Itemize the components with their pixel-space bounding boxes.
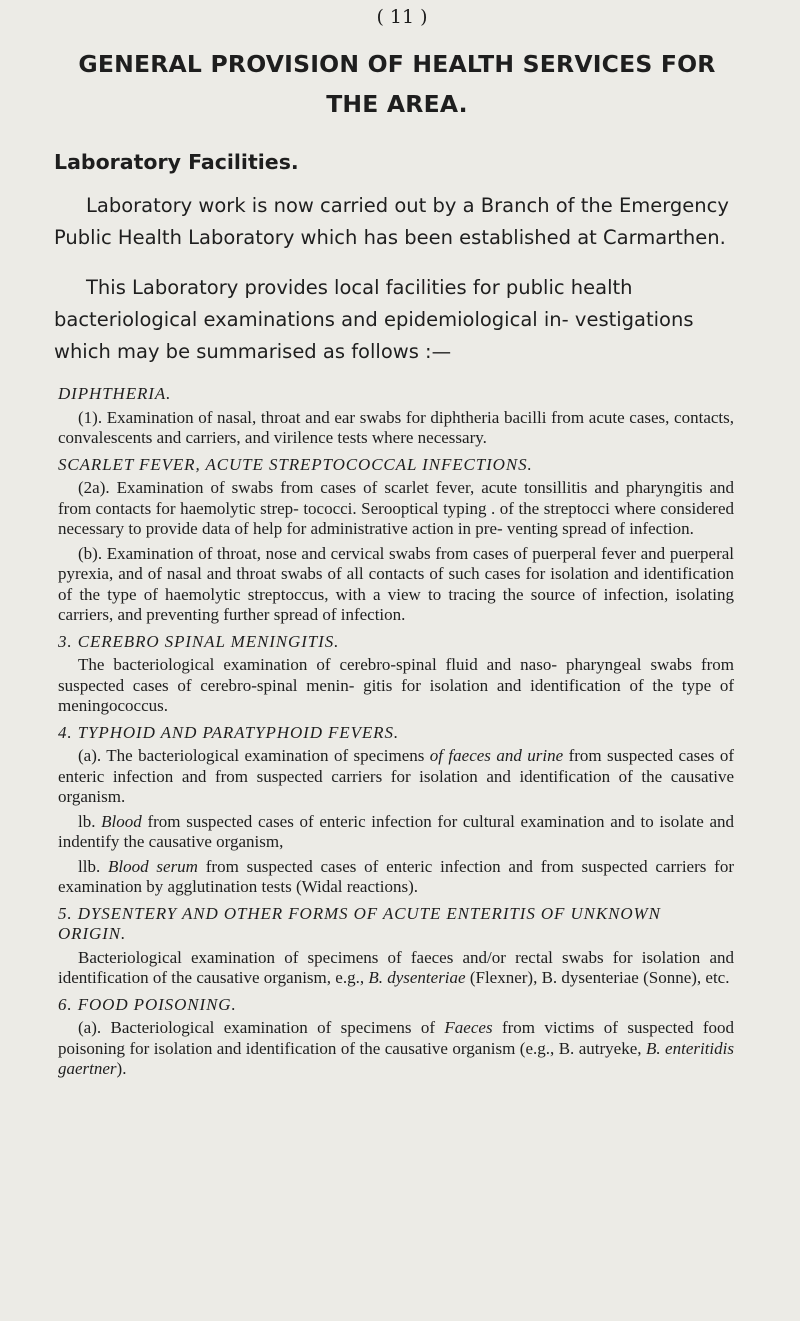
paragraph-dysentery [58, 948, 734, 989]
examination-list [46, 384, 734, 1080]
heading-scarlet-fever: SCARLET FEVER, ACUTE STREPTOCOCCAL INFECTIONS. [58, 454, 533, 474]
paragraph-diphtheria: (1). Examination of nasal, throat and ear swabs for diphtheria bacilli from acute cases, contacts, convalescents and carriers, and virilence tests where necessary. [58, 407, 734, 447]
paragraph-4c [58, 857, 734, 898]
heading-dysentery: 5. DYSENTERY AND OTHER FORMS OF ACUTE ENTERITIS OF UNKNOWN ORIGIN. [58, 903, 661, 943]
italic-text: B. enteritidis gaertner [58, 1038, 734, 1078]
paragraph-4a [58, 746, 734, 808]
text: from suspected cases of enteric infection for cultural examination and to isolate and indentify the causative organism, [58, 811, 734, 851]
intro-paragraph-1: Laboratory work is now carried out by a Branch of the Emergency Public Health Laboratory which has been established at Carmarthen. [54, 194, 729, 249]
intro-paragraph-2: This Laboratory provides local facilities for public health bacteriological examinations and epidemiological in- vestigations which may be summarised as follows :— [54, 276, 694, 363]
italic-text: Blood serum [108, 856, 198, 876]
italic-text: Faeces [444, 1018, 493, 1037]
paragraph-4b [58, 812, 734, 853]
page-title-line-1: GENERAL PROVISION OF HEALTH SERVICES FOR [78, 50, 716, 78]
text: (a). The bacteriological examination of specimens [78, 746, 430, 765]
heading-cerebro-spinal-meningitis: 3. CEREBRO SPINAL MENINGITIS. [58, 631, 340, 651]
heading-diphtheria: DIPHTHERIA. [58, 384, 172, 403]
heading-food-poisoning: 6. FOOD POISONING. [58, 994, 237, 1014]
text: Bacteriological examination of specimens of faeces and/or rectal swabs for isolation and identification of the causative organism, e.g., [58, 947, 734, 987]
text: (Flexner), B. dysenteriae (Sonne), etc. [465, 968, 730, 987]
text: ). [116, 1059, 127, 1078]
italic-text: Blood [101, 811, 142, 831]
section-heading: Laboratory Facilities. [54, 150, 299, 174]
paragraph-food-poisoning [58, 1018, 734, 1080]
heading-typhoid: 4. TYPHOID AND PARATYPHOID FEVERS. [58, 722, 399, 742]
paragraph-2b: (b). Examination of throat, nose and cervical swabs from cases of puerperal fever and puerperal pyrexia, and of nasal and throat swabs of all contacts of such cases for isolation and identification of the type of haemolytic streptoccus, with a view to tracing the source of infection, isolating carriers, and preventing further spread of infection. [58, 543, 734, 624]
paragraph-2a: (2a). Examination of swabs from cases of scarlet fever, acute tonsillitis and pharyngitis and from contacts for haemolytic strep- tococci. Serooptical typing . of the streptocci where considered necessary to provide data of help for administrative action in pre- venting spread of infection. [58, 478, 734, 538]
page-title [60, 44, 734, 124]
page-title-line-2: THE AREA. [326, 90, 468, 118]
italic-text: of faeces and urine [429, 746, 564, 765]
text: (a). Bacteriological examination of specimens of [78, 1018, 445, 1037]
text: lb. [78, 811, 102, 831]
text: llb. [78, 856, 108, 876]
text: from victims of suspected food poisoning for isolation and identification of the causative organism (e.g., B. autryeke, [58, 1018, 734, 1058]
text: from suspected cases of enteric infection and from suspected carriers for examination by agglutination tests (Widal reactions). [58, 856, 735, 896]
paragraph-meningitis: The bacteriological examination of cerebro-spinal fluid and naso- pharyngeal swabs from suspected cases of cerebro-spinal menin- gitis for isolation and identification of the type of meningococcus. [58, 655, 734, 715]
italic-text: B. dysenteriae [368, 968, 466, 987]
text: from suspected cases of enteric infection and from suspected carriers for isolation and identification of the causative organism. [58, 746, 734, 806]
page-number: ( 11 ) [376, 6, 428, 28]
